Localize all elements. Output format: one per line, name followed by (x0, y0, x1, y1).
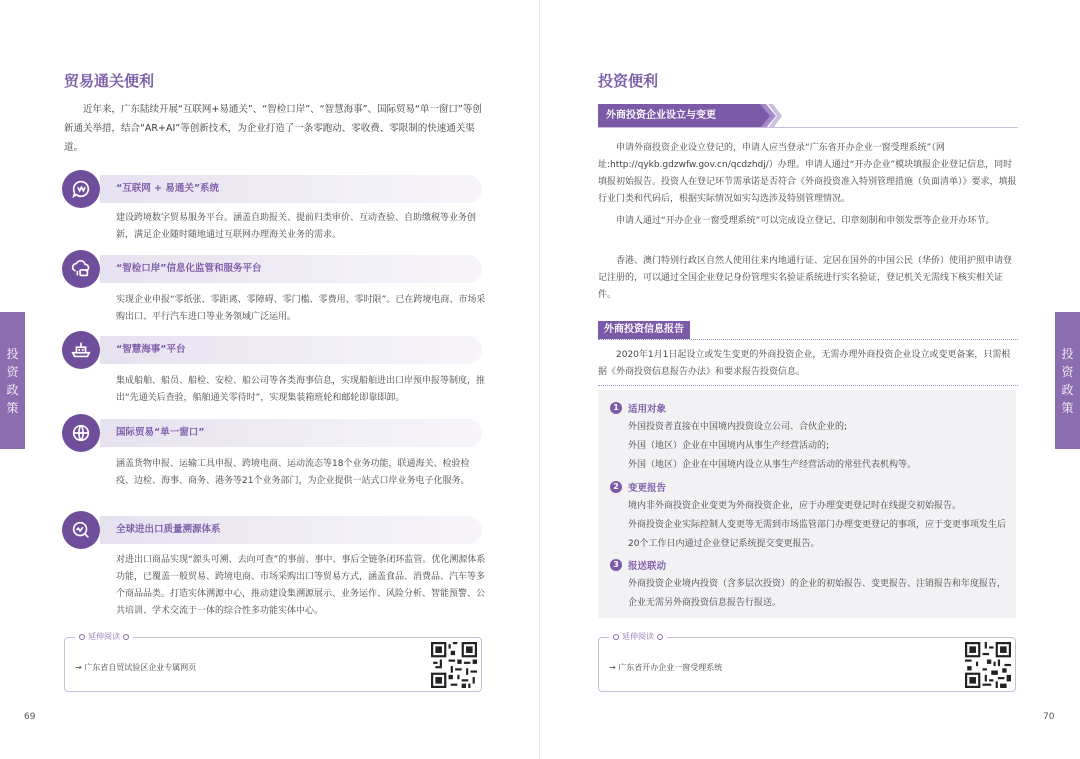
paragraph: 2020年1月1日起设立或发生变更的外商投资企业，无需办理外商投资企业设立或变更备案，只需根据《外商投资信息报告办法》和要求报告投资信息。 (598, 350, 1011, 377)
page-number: 70 (1043, 712, 1055, 722)
qr-code-icon (965, 642, 1011, 688)
item-text: 对进出口商品实现“源头可溯、去向可查”的事前、事中、事后全链条闭环监管。优化溯源体系功能，已覆盖一般贸易、跨境电商、市场采购出口等贸易方式，涵盖食品、消费品、汽车等多个商品品类。打造实体溯源中心，推动建设集溯源展示、业务运作、风险分析、智能预警、公共培训、学术交流于一体的综合性多功能实体中心。 (116, 555, 486, 616)
sub-title: 适用对象 (628, 404, 667, 415)
divider (598, 339, 1018, 340)
sub-line: 外商投资企业实际控制人变更等无需到市场监管部门办理变更登记的事项，应于变更事项发生后20个工作日内通过企业登记系统提交变更报告。 (628, 520, 1007, 549)
ship-icon (62, 331, 100, 369)
chevron-right-icon (742, 104, 782, 128)
sub-title: 报送联动 (628, 561, 667, 572)
item-text: 涵盖货物申报、运输工具申报、跨境电商、运动流态等18个业务功能，联通海关、检验检疫、边检、海事、商务、港务等21个业务部门，为企业提供一站式口岸业务电子化服务。 (116, 459, 470, 486)
sub-line: 外商投资企业境内投资（含多层次投资）的企业的初始报告、变更报告、注销报告和年度报告，企业无需另外商投资信息报告行报送。 (628, 579, 1007, 608)
sub-line: 外国（地区）企业在中国境内设立从事生产经营活动的常驻代表机构等。 (628, 460, 917, 470)
cloud-monitor-icon (62, 250, 100, 288)
chat-check-icon (62, 170, 100, 208)
intro-paragraph: 近年来，广东陆续开展“互联网+易通关”、“智检口岸”、“智慧海事”、国际贸易“单一窗口”等创新通关举措，结合“AR+AI”等创新技术，为企业打造了一条零跑动、零收费、零限制的快速通关渠道。 (64, 104, 482, 153)
paragraph: 申请人通过“开办企业一窗受理系统”可以完成设立登记、印章刻制和申领发票等企业开办环节。 (616, 216, 995, 226)
section-tag: 外商投资信息报告 (598, 321, 690, 339)
read-more-box (598, 632, 1016, 692)
read-more-link[interactable]: → 广东省自贸试验区企业专属网页 (75, 663, 197, 672)
read-more-label: 延伸阅读 (75, 631, 133, 642)
item-title: 全球进出口质量溯源体系 (116, 524, 221, 535)
side-tab: 投 资 政 策 (1055, 312, 1080, 449)
item-title: “智慧海事”平台 (116, 344, 186, 355)
item-text: 集成船舶、船员、船检、安检、船公司等各类海事信息，实现船舶进出口岸预申报等制度，推出“先通关后查验，船舶通关零待时”，实现集装箱班轮和邮轮即靠即卸。 (116, 376, 486, 403)
divider (598, 127, 1018, 128)
item-title: 国际贸易“单一窗口” (116, 427, 205, 438)
read-more-label: 延伸阅读 (609, 631, 667, 642)
read-more-box (64, 632, 482, 692)
globe-plane-icon (62, 414, 100, 452)
item-title: “互联网 + 易通关”系统 (116, 183, 220, 194)
magnifier-chart-icon (62, 511, 100, 549)
number-badge: 1 (610, 402, 622, 414)
number-badge: 3 (610, 559, 622, 571)
paragraph: 申请外商投资企业设立登记的，申请人应当登录“广东省开办企业一窗受理系统”（网址:http://qykb.gdzwfw.gov.cn/qcdzhdj/）办理。申请人通过“开办企业”模块填报企业登记信息，同时填报初始报告。投资人在登记环节需承诺是否符合《外商投资准入特别管理措施（负面清单）》要求，填报行业门类和代码后，根据实际情况如实勾选涉及特别管理情况。 (598, 143, 1017, 204)
page-number: 69 (24, 712, 36, 722)
sub-line: 境内非外商投资企业变更为外商投资企业，应于办理变更登记时在线提交初始报告。 (628, 501, 962, 511)
sub-line: 外国投资者直接在中国境内投资设立公司、合伙企业的; (628, 422, 848, 432)
sub-title: 变更报告 (628, 483, 667, 494)
page-title: 投资便利 (598, 72, 659, 90)
paragraph: 香港、澳门特别行政区自然人使用往来内地通行证、定居在国外的中国公民（华侨）使用护照申请登记注册的，可以通过全国企业登记身份管理实名验证系统进行实名验证，登记机关无需线下核实相关证件。 (598, 256, 1013, 300)
divider (598, 385, 1018, 386)
item-text: 建设跨境数字贸易服务平台。涵盖自助报关、提前归类审价、互动查验、自助缴税等业务创新，满足企业随时随地通过互联网办理海关业务的需求。 (116, 213, 477, 240)
section-banner: 外商投资企业设立与变更 (598, 104, 766, 128)
read-more-link[interactable]: → 广东省开办企业一窗受理系统 (609, 663, 723, 672)
qr-code-icon (431, 642, 477, 688)
number-badge: 2 (610, 481, 622, 493)
item-title: “智检口岸”信息化监管和服务平台 (116, 263, 262, 274)
sub-line: 外国（地区）企业在中国境内从事生产经营活动的; (628, 441, 830, 451)
side-tab: 投 资 政 策 (0, 312, 25, 449)
item-text: 实现企业申报“零纸张、零距离、零障碍、零门槛、零费用、零时限”。已在跨境电商、市场采购出口、平行汽车进口等业务领域广泛运用。 (116, 295, 486, 322)
page-title: 贸易通关便利 (64, 72, 155, 90)
